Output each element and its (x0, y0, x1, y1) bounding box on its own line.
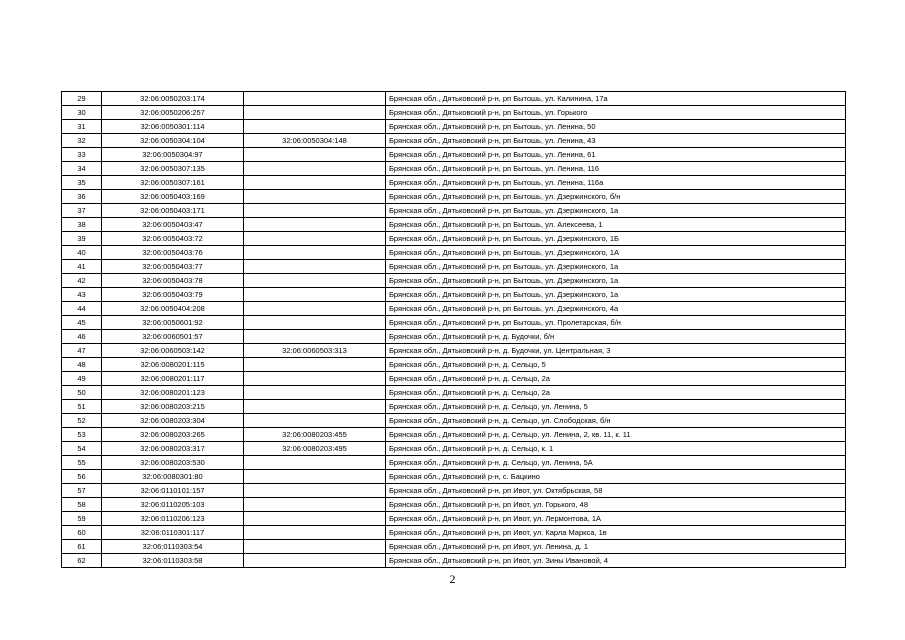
registry-table-body (62, 92, 846, 568)
address-cell: Брянская обл., Дятьковский р-н, д. Сельцо, ул. Ленина, 5А (386, 456, 846, 470)
cadastral-number-cell: 32:06:0110205:103 (102, 498, 244, 512)
table-row (62, 302, 846, 316)
cadastral-number-cell: 32:06:0080201:123 (102, 386, 244, 400)
table-row (62, 344, 846, 358)
cadastral-number-cell: 32:06:0110303:54 (102, 540, 244, 554)
row-number-cell: 31 (62, 120, 102, 134)
related-cadastral-number-cell (244, 540, 386, 554)
cadastral-number-cell: 32:06:0080203:304 (102, 414, 244, 428)
related-cadastral-number-cell (244, 400, 386, 414)
cadastral-number-cell: 32:06:0050206:257 (102, 106, 244, 120)
table-row (62, 358, 846, 372)
related-cadastral-number-cell (244, 176, 386, 190)
related-cadastral-number-cell (244, 484, 386, 498)
address-cell: Брянская обл., Дятьковский р-н, рп Бытошь, ул. Ленина, 116 (386, 162, 846, 176)
related-cadastral-number-cell (244, 498, 386, 512)
cadastral-number-cell: 32:06:0050304:97 (102, 148, 244, 162)
table-row (62, 176, 846, 190)
address-cell: Брянская обл., Дятьковский р-н, рп Бытошь, ул. Ленина, 116а (386, 176, 846, 190)
address-cell: Брянская обл., Дятьковский р-н, рп Бытошь, ул. Дзержинского, 1а (386, 204, 846, 218)
row-number-cell: 53 (62, 428, 102, 442)
table-row (62, 386, 846, 400)
related-cadastral-number-cell: 32:06:0080203:455 (244, 428, 386, 442)
related-cadastral-number-cell (244, 372, 386, 386)
cadastral-number-cell: 32:06:0050403:79 (102, 288, 244, 302)
table-row (62, 288, 846, 302)
related-cadastral-number-cell: 32:06:0060503:313 (244, 344, 386, 358)
row-number-cell: 59 (62, 512, 102, 526)
cadastral-number-cell: 32:06:0050301:114 (102, 120, 244, 134)
row-number-cell: 48 (62, 358, 102, 372)
table-row (62, 134, 846, 148)
cadastral-number-cell: 32:06:0110206:123 (102, 512, 244, 526)
related-cadastral-number-cell (244, 92, 386, 106)
row-number-cell: 45 (62, 316, 102, 330)
table-row (62, 442, 846, 456)
table-row (62, 456, 846, 470)
table-row (62, 246, 846, 260)
row-number-cell: 42 (62, 274, 102, 288)
cadastral-number-cell: 32:06:0050203:174 (102, 92, 244, 106)
address-cell: Брянская обл., Дятьковский р-н, д. Сельцо, 2а (386, 386, 846, 400)
table-row (62, 316, 846, 330)
related-cadastral-number-cell (244, 512, 386, 526)
related-cadastral-number-cell (244, 386, 386, 400)
row-number-cell: 51 (62, 400, 102, 414)
table-row (62, 400, 846, 414)
table-row (62, 148, 846, 162)
address-cell: Брянская обл., Дятьковский р-н, д. Сельцо, ул. Слободская, б/н (386, 414, 846, 428)
cadastral-number-cell: 32:06:0050404:208 (102, 302, 244, 316)
table-row (62, 526, 846, 540)
row-number-cell: 56 (62, 470, 102, 484)
table-row (62, 414, 846, 428)
table-row (62, 330, 846, 344)
row-number-cell: 33 (62, 148, 102, 162)
row-number-cell: 47 (62, 344, 102, 358)
cadastral-number-cell: 32:06:0050403:169 (102, 190, 244, 204)
address-cell: Брянская обл., Дятьковский р-н, рп Бытошь, ул. Дзержинского, 4а (386, 302, 846, 316)
address-cell: Брянская обл., Дятьковский р-н, рп Бытошь, ул. Дзержинского, 1А (386, 246, 846, 260)
row-number-cell: 29 (62, 92, 102, 106)
address-cell: Брянская обл., Дятьковский р-н, рп Бытошь, ул. Пролетарская, б/н (386, 316, 846, 330)
row-number-cell: 55 (62, 456, 102, 470)
table-row (62, 204, 846, 218)
address-cell: Брянская обл., Дятьковский р-н, рп Бытошь, ул. Дзержинского, 1а (386, 288, 846, 302)
related-cadastral-number-cell (244, 162, 386, 176)
address-cell: Брянская обл., Дятьковский р-н, рп Бытошь, ул. Калинина, 17а (386, 92, 846, 106)
cadastral-number-cell: 32:06:0050403:47 (102, 218, 244, 232)
table-row (62, 190, 846, 204)
related-cadastral-number-cell (244, 288, 386, 302)
row-number-cell: 40 (62, 246, 102, 260)
row-number-cell: 57 (62, 484, 102, 498)
address-cell: Брянская обл., Дятьковский р-н, д. Сельцо, ул. Ленина, 5 (386, 400, 846, 414)
related-cadastral-number-cell (244, 302, 386, 316)
table-row (62, 498, 846, 512)
address-cell: Брянская обл., Дятьковский р-н, д. Сельцо, к. 1 (386, 442, 846, 456)
address-cell: Брянская обл., Дятьковский р-н, рп Ивот, ул. Лермонтова, 1А (386, 512, 846, 526)
address-cell: Брянская обл., Дятьковский р-н, рп Бытошь, ул. Дзержинского, 1а (386, 274, 846, 288)
cadastral-number-cell: 32:06:0050403:76 (102, 246, 244, 260)
address-cell: Брянская обл., Дятьковский р-н, рп Ивот, ул. Зины Ивановой, 4 (386, 554, 846, 568)
table-row (62, 106, 846, 120)
related-cadastral-number-cell (244, 260, 386, 274)
table-row (62, 470, 846, 484)
table-row (62, 540, 846, 554)
related-cadastral-number-cell (244, 148, 386, 162)
address-cell: Брянская обл., Дятьковский р-н, рп Ивот, ул. Горького, 48 (386, 498, 846, 512)
cadastral-number-cell: 32:06:0050403:171 (102, 204, 244, 218)
address-cell: Брянская обл., Дятьковский р-н, д. Сельцо, 2а (386, 372, 846, 386)
row-number-cell: 36 (62, 190, 102, 204)
address-cell: Брянская обл., Дятьковский р-н, рп Бытошь, ул. Ленина, 61 (386, 148, 846, 162)
related-cadastral-number-cell (244, 204, 386, 218)
table-row (62, 218, 846, 232)
cadastral-number-cell: 32:06:0110301:117 (102, 526, 244, 540)
address-cell: Брянская обл., Дятьковский р-н, с. Бацкино (386, 470, 846, 484)
row-number-cell: 34 (62, 162, 102, 176)
related-cadastral-number-cell (244, 456, 386, 470)
address-cell: Брянская обл., Дятьковский р-н, рп Бытошь, ул. Дзержинского, б/н (386, 190, 846, 204)
cadastral-number-cell: 32:06:0080203:530 (102, 456, 244, 470)
related-cadastral-number-cell (244, 554, 386, 568)
cadastral-number-cell: 32:06:0050307:161 (102, 176, 244, 190)
row-number-cell: 41 (62, 260, 102, 274)
cadastral-number-cell: 32:06:0080201:115 (102, 358, 244, 372)
table-row (62, 274, 846, 288)
table-row (62, 512, 846, 526)
row-number-cell: 52 (62, 414, 102, 428)
related-cadastral-number-cell (244, 358, 386, 372)
table-row (62, 372, 846, 386)
cadastral-number-cell: 32:06:0080201:117 (102, 372, 244, 386)
cadastral-number-cell: 32:06:0080301:80 (102, 470, 244, 484)
row-number-cell: 35 (62, 176, 102, 190)
row-number-cell: 30 (62, 106, 102, 120)
related-cadastral-number-cell (244, 190, 386, 204)
table-row (62, 554, 846, 568)
related-cadastral-number-cell (244, 232, 386, 246)
address-cell: Брянская обл., Дятьковский р-н, д. Сельцо, 5 (386, 358, 846, 372)
row-number-cell: 50 (62, 386, 102, 400)
cadastral-number-cell: 32:06:0060503:142 (102, 344, 244, 358)
row-number-cell: 60 (62, 526, 102, 540)
cadastral-number-cell: 32:06:0110101:157 (102, 484, 244, 498)
related-cadastral-number-cell (244, 246, 386, 260)
row-number-cell: 39 (62, 232, 102, 246)
row-number-cell: 62 (62, 554, 102, 568)
row-number-cell: 38 (62, 218, 102, 232)
row-number-cell: 54 (62, 442, 102, 456)
cadastral-number-cell: 32:06:0110303:58 (102, 554, 244, 568)
cadastral-number-cell: 32:06:0050601:92 (102, 316, 244, 330)
table-row (62, 428, 846, 442)
row-number-cell: 49 (62, 372, 102, 386)
address-cell: Брянская обл., Дятьковский р-н, рп Бытошь, ул. Ленина, 50 (386, 120, 846, 134)
table-row (62, 92, 846, 106)
related-cadastral-number-cell (244, 414, 386, 428)
table-row (62, 120, 846, 134)
related-cadastral-number-cell (244, 470, 386, 484)
cadastral-registry-table (61, 91, 846, 568)
address-cell: Брянская обл., Дятьковский р-н, д. Сельцо, ул. Ленина, 2, кв. 11, к. 11 (386, 428, 846, 442)
address-cell: Брянская обл., Дятьковский р-н, рп Ивот, ул. Ленина, д. 1 (386, 540, 846, 554)
related-cadastral-number-cell: 32:06:0080203:495 (244, 442, 386, 456)
row-number-cell: 43 (62, 288, 102, 302)
address-cell: Брянская обл., Дятьковский р-н, рп Бытошь, ул. Дзержинского, 1Б (386, 232, 846, 246)
row-number-cell: 46 (62, 330, 102, 344)
related-cadastral-number-cell (244, 274, 386, 288)
address-cell: Брянская обл., Дятьковский р-н, рп Бытошь, ул. Горького (386, 106, 846, 120)
cadastral-number-cell: 32:06:0080203:215 (102, 400, 244, 414)
cadastral-number-cell: 32:06:0050403:72 (102, 232, 244, 246)
cadastral-number-cell: 32:06:0050304:104 (102, 134, 244, 148)
related-cadastral-number-cell (244, 316, 386, 330)
page-number: 2 (449, 572, 456, 586)
related-cadastral-number-cell (244, 120, 386, 134)
address-cell: Брянская обл., Дятьковский р-н, рп Ивот, ул. Карла Маркса, 1в (386, 526, 846, 540)
related-cadastral-number-cell: 32:06:0050304:148 (244, 134, 386, 148)
cadastral-number-cell: 32:06:0050403:78 (102, 274, 244, 288)
row-number-cell: 61 (62, 540, 102, 554)
cadastral-number-cell: 32:06:0050307:135 (102, 162, 244, 176)
row-number-cell: 32 (62, 134, 102, 148)
table-row (62, 162, 846, 176)
row-number-cell: 44 (62, 302, 102, 316)
related-cadastral-number-cell (244, 330, 386, 344)
address-cell: Брянская обл., Дятьковский р-н, рп Бытошь, ул. Ленина, 43 (386, 134, 846, 148)
table-row (62, 484, 846, 498)
related-cadastral-number-cell (244, 526, 386, 540)
cadastral-number-cell: 32:06:0050403:77 (102, 260, 244, 274)
address-cell: Брянская обл., Дятьковский р-н, рп Бытошь, ул. Алексеева, 1 (386, 218, 846, 232)
address-cell: Брянская обл., Дятьковский р-н, рп Ивот, ул. Октябрьская, 58 (386, 484, 846, 498)
cadastral-number-cell: 32:06:0080203:317 (102, 442, 244, 456)
address-cell: Брянская обл., Дятьковский р-н, д. Будочки, б/н (386, 330, 846, 344)
related-cadastral-number-cell (244, 106, 386, 120)
row-number-cell: 58 (62, 498, 102, 512)
cadastral-number-cell: 32:06:0080203:265 (102, 428, 244, 442)
cadastral-number-cell: 32:06:0060501:57 (102, 330, 244, 344)
table-row (62, 232, 846, 246)
address-cell: Брянская обл., Дятьковский р-н, д. Будочки, ул. Центральная, 3 (386, 344, 846, 358)
table-row (62, 260, 846, 274)
address-cell: Брянская обл., Дятьковский р-н, рп Бытошь, ул. Дзержинского, 1а (386, 260, 846, 274)
related-cadastral-number-cell (244, 218, 386, 232)
row-number-cell: 37 (62, 204, 102, 218)
